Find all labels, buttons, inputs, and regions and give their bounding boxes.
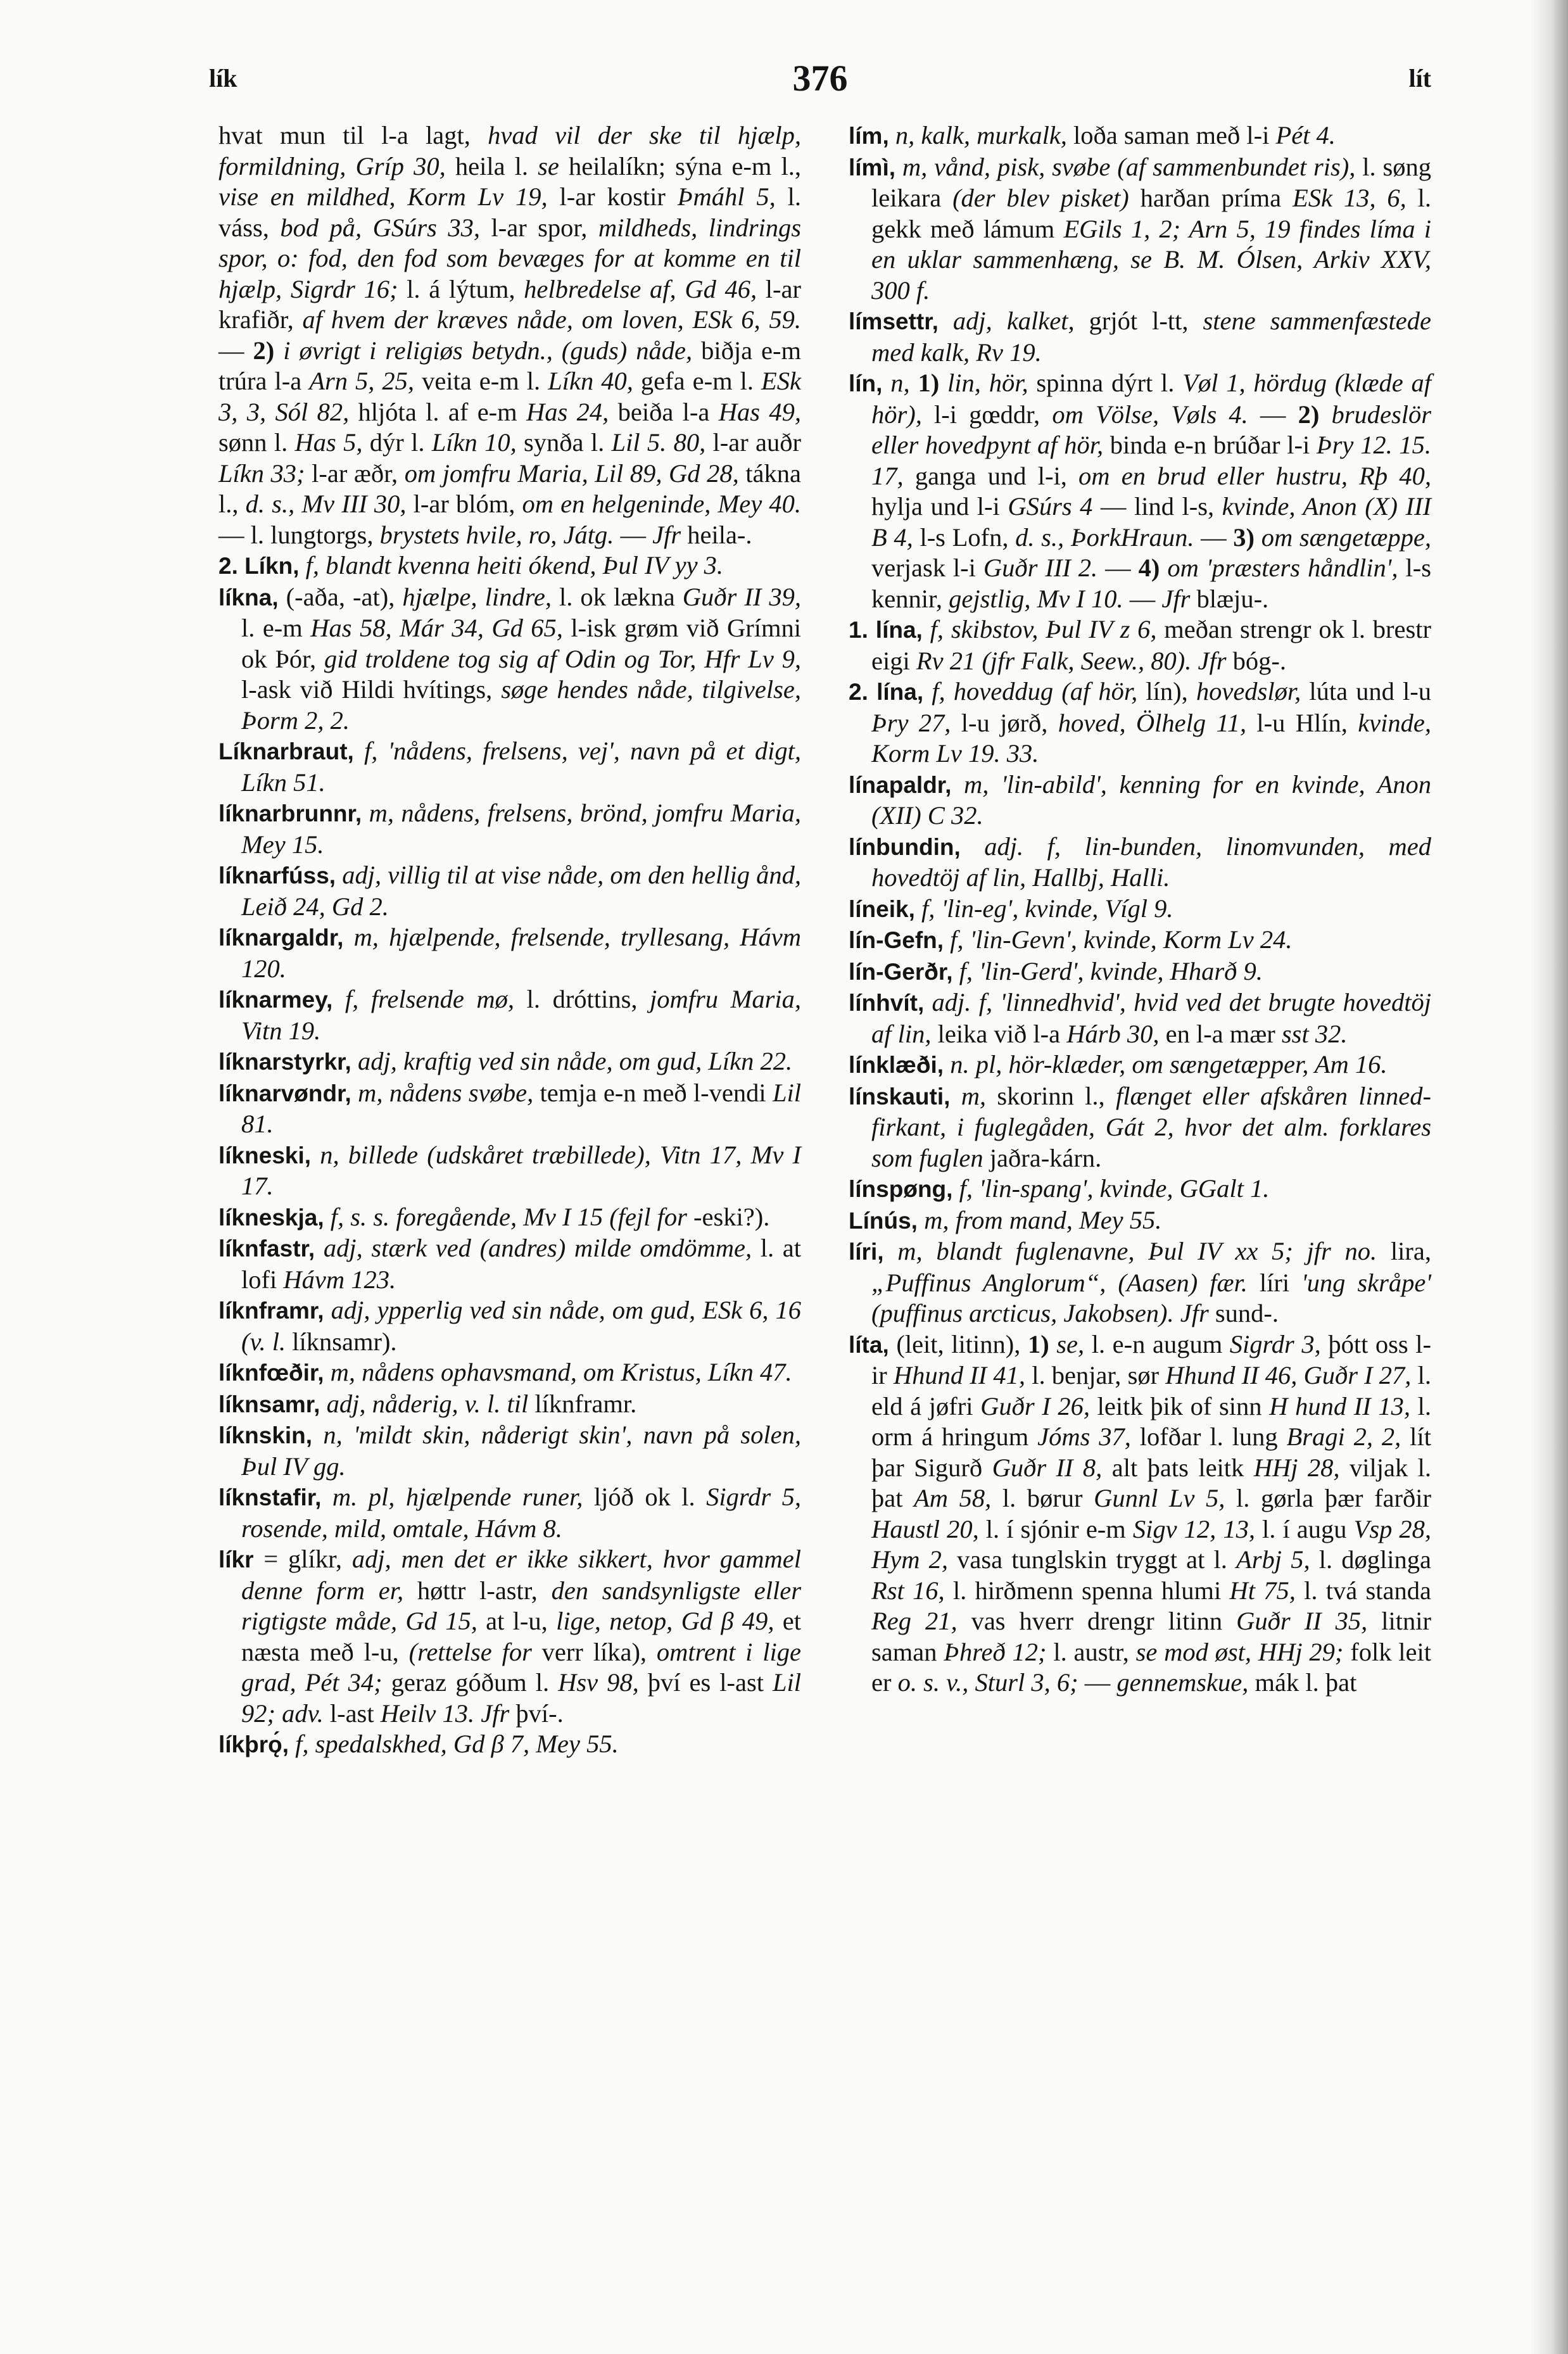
entry-body: m. pl, hjælpende runer, ljóð ok l. Sigrdr 5, rosende, mild, omtale, Hávm 8. bbox=[241, 1483, 801, 1543]
dictionary-entry bbox=[218, 736, 801, 798]
entry-body: n, 'mildt skin, nåderigt skin', navn på solen, Þul IV gg. bbox=[241, 1421, 802, 1481]
entry-body: = glíkr, adj, men det er ikke sikkert, hvor gammel denne form er, høttr l-astr, den sandsynligste eller rigtigste måde, Gd 15, at l-u, lige, netop, Gd β 49, et næsta með l-u, (rettelse for verr líka), omtrent i lige grad, Pét 34; geraz góðum l. Hsv 98, því es l-ast Lil 92; adv. l-ast Heilv 13. Jfr því-. bbox=[241, 1545, 801, 1728]
entry-headword: lín-Gefn, bbox=[849, 927, 944, 953]
dictionary-entry bbox=[218, 1078, 801, 1140]
continued-entry bbox=[218, 120, 801, 550]
dictionary-entry bbox=[218, 860, 801, 922]
entry-headword: línklæði, bbox=[849, 1052, 944, 1078]
running-head bbox=[209, 57, 1431, 114]
entry-body: adj, kraftig ved sin nåde, om gud, Líkn 22. bbox=[357, 1047, 793, 1075]
entry-headword: líri, bbox=[849, 1239, 884, 1265]
entry-body: m, hjælpende, frelsende, tryllesang, Hávm 120. bbox=[241, 923, 801, 983]
entry-body: n, 1) lin, hör, spinna dýrt l. Vøl 1, hördug (klæde af hör), l-i gœddr, om Völse, Vøls 4. — 2) brudeslör eller hovedpynt af hör, binda e-n brúðar l-i Þry 12. 15. 17, ganga und l-i, om en brud eller hustru, Rþ 40, hylja und l-i GSúrs 4 — lind l-s, kvinde, Anon (X) III B 4, l-s Lofn, d. s., ÞorkHraun. — 3) om sængetæppe, verjask l-i Guðr III 2. — 4) om 'præsters håndlin', l-s kennir, gejstlig, Mv I 10. — Jfr blæju-. bbox=[871, 369, 1432, 613]
entry-headword: líknframr, bbox=[218, 1298, 324, 1324]
entry-headword: 2. lína, bbox=[849, 679, 924, 705]
header-guide-word-left: lík bbox=[209, 64, 237, 92]
dictionary-entry bbox=[849, 676, 1431, 769]
entry-body: adj, villig til at vise nåde, om den hellig ånd, Leið 24, Gd 2. bbox=[241, 861, 801, 921]
entry-body: m, from mand, Mey 55. bbox=[924, 1205, 1162, 1234]
entry-headword: líkr bbox=[218, 1547, 254, 1572]
entry-headword: líknfastr, bbox=[218, 1236, 315, 1262]
dictionary-entry bbox=[218, 1140, 801, 1202]
dictionary-entry bbox=[849, 987, 1431, 1049]
dictionary-entry bbox=[849, 769, 1431, 832]
entry-body: adj. f, lin-bunden, linomvunden, med hovedtöj af lin, Hallbj, Halli. bbox=[871, 832, 1432, 892]
entry-body: n. pl, hör-klæder, om sængetæpper, Am 16. bbox=[950, 1050, 1388, 1079]
dictionary-entry bbox=[218, 922, 801, 984]
dictionary-entry bbox=[218, 550, 801, 582]
dictionary-entry bbox=[849, 1049, 1431, 1081]
entry-body: f, 'lin-spang', kvinde, GGalt 1. bbox=[959, 1174, 1270, 1203]
dictionary-entry bbox=[218, 1482, 801, 1544]
entry-body: n, billede (udskåret træbillede), Vitn 17, Mv I 17. bbox=[241, 1140, 802, 1200]
dictionary-entry bbox=[218, 1544, 801, 1729]
entry-headword: líknskin, bbox=[218, 1422, 313, 1448]
entry-body: adj, stærk ved (andres) milde omdömme, l. at lofi Hávm 123. bbox=[241, 1234, 801, 1294]
dictionary-entry bbox=[218, 798, 801, 860]
dictionary-entry bbox=[849, 368, 1431, 614]
entry-body: adj. f, 'linnedhvid', hvid ved det brugte hovedtöj af lin, leika við l-a Hárb 30, en l-a mær sst 32. bbox=[871, 988, 1431, 1048]
entry-body: f, 'nådens, frelsens, vej', navn på et digt, Líkn 51. bbox=[241, 737, 801, 797]
dictionary-entry bbox=[218, 1357, 801, 1389]
dictionary-entry bbox=[849, 1205, 1431, 1237]
dictionary-entry bbox=[218, 1420, 801, 1482]
dictionary-entry bbox=[218, 1046, 801, 1078]
page-number: 376 bbox=[792, 58, 848, 99]
entry-headword: Líknarbraut, bbox=[218, 738, 354, 764]
entry-body: (-aða, -at), hjælpe, lindre, l. ok lækna Guðr II 39, l. e-m Has 58, Már 34, Gd 65, l-isk grøm við Grímni ok Þór, gid troldene tog sig af Odin og Tor, Hfr Lv 9, l-ask við Hildi hvítings, søge hendes nåde, tilgivelse, Þorm 2, 2. bbox=[241, 582, 802, 735]
dictionary-entry bbox=[849, 614, 1431, 676]
entry-headword: líknarmey, bbox=[218, 987, 333, 1013]
page-edge-shadow bbox=[1530, 0, 1568, 2354]
entry-body: f, frelsende mø, l. dróttins, jomfru Maria, Vitn 19. bbox=[241, 985, 802, 1045]
entry-body: m, nådens svøbe, temja e-n með l-vendi Lil 81. bbox=[241, 1078, 802, 1138]
header-guide-word-right: lít bbox=[1408, 64, 1431, 92]
entry-headword: líknstafir, bbox=[218, 1484, 322, 1510]
entry-body: m, skorinn l., flænget eller afskåren linned-firkant, i fuglegåden, Gát 2, hvor det alm. forklares som fuglen jaðra-kárn. bbox=[871, 1081, 1431, 1172]
entry-headword: líneik, bbox=[849, 895, 915, 922]
entry-headword: línspøng, bbox=[849, 1176, 953, 1202]
entry-body: f, blandt kvenna heiti ókend, Þul IV yy 3. bbox=[305, 551, 724, 579]
dictionary-entry bbox=[849, 894, 1431, 925]
entry-body: f, spedalskhed, Gd β 7, Mey 55. bbox=[295, 1730, 619, 1758]
entry-headword: líknarbrunnr, bbox=[218, 800, 362, 826]
entry-body: adj, nåderig, v. l. til líknframr. bbox=[326, 1389, 637, 1418]
entry-headword: líkþrǫ́, bbox=[218, 1731, 289, 1757]
entry-headword: 2. Líkn, bbox=[218, 553, 300, 579]
entry-headword: líknarstyrkr, bbox=[218, 1049, 351, 1075]
dictionary-entry bbox=[849, 152, 1431, 307]
entry-headword: 1. lína, bbox=[849, 617, 923, 643]
entry-headword: línskauti, bbox=[849, 1083, 951, 1110]
entry-body: (leit, litinn), 1) se, l. e-n augum Sigrdr 3, þótt oss l-ir Hhund II 41, l. benjar, sør Hhund II 46, Guðr I 27, l. eld á jøfri Guðr I 26, leitk þik of sinn H hund II 13, l. orm á hringum Jóms 37, lofðar l. lung Bragi 2, 2, lít þar Sigurð Guðr II 8, alt þats leitk HHj 28, viljak l. þat Am 58, l. børur Gunnl Lv 5, l. gørla þær farðir Haustl 20, l. í sjónir e-m Sigv 12, 13, l. í augu Vsp 28, Hym 2, vasa tunglskin tryggt at l. Arbj 5, l. døglinga Rst 16, l. hirðmenn spenna hlumi Ht 75, l. tvá standa Reg 21, vas hverr drengr litinn Guðr II 35, litnir saman Þhreð 12; l. austr, se mod øst, HHj 29; folk leit er o. s. v., Sturl 3, 6; — gennemskue, mák l. þat bbox=[871, 1329, 1432, 1697]
entry-body: m, nådens ophavsmand, om Kristus, Líkn 47. bbox=[330, 1358, 792, 1386]
entry-headword: líknfœðir, bbox=[218, 1360, 324, 1386]
entry-headword: lín-Gerðr, bbox=[849, 958, 953, 985]
entry-headword: líkneskja, bbox=[218, 1204, 324, 1231]
entry-body: m, nådens, frelsens, brönd, jomfru Maria, Mey 15. bbox=[241, 799, 801, 859]
entry-body: f, 'lin-eg', kvinde, Vígl 9. bbox=[921, 894, 1173, 923]
entry-body: m, blandt fuglenavne, Þul IV xx 5; jfr no. lira, „Puffinus Anglorum“, (Aasen) fær. líri 'ung skråpe' (puffinus arcticus, Jakobsen). Jfr sund-. bbox=[871, 1237, 1432, 1327]
left-column bbox=[218, 120, 801, 1761]
entry-body: m, vånd, pisk, svøbe (af sammenbundet ris), l. søng leikara (der blev pisket) harðan príma ESk 13, 6, l. gekk með lámum EGils 1, 2; Arn 5, 19 findes líma i en uklar sammenhæng, se B. M. Ólsen, Arkiv XXV, 300 f. bbox=[871, 152, 1432, 305]
entry-body: f, skibstov, Þul IV z 6, meðan strengr ok l. brestr eigi Rv 21 (jfr Falk, Seew., 80). Jfr bóg-. bbox=[871, 615, 1432, 675]
entry-headword: línapaldr, bbox=[849, 771, 952, 798]
entry-headword: línhvít, bbox=[849, 990, 925, 1016]
dictionary-entry bbox=[849, 306, 1431, 368]
entry-body: m, 'lin-abild', kenning for en kvinde, Anon (XII) C 32. bbox=[871, 769, 1432, 830]
dictionary-entry bbox=[849, 1329, 1431, 1699]
entry-body: f, 'lin-Gevn', kvinde, Korm Lv 24. bbox=[950, 925, 1293, 954]
entry-headword: líknsamr, bbox=[218, 1391, 320, 1417]
entry-headword: lím, bbox=[849, 123, 889, 149]
dictionary-entry bbox=[849, 832, 1431, 894]
dictionary-entry bbox=[849, 956, 1431, 988]
entry-headword: líknarvøndr, bbox=[218, 1080, 351, 1106]
entry-headword: límì, bbox=[849, 154, 896, 180]
right-column bbox=[849, 120, 1431, 1699]
entry-headword: líta, bbox=[849, 1331, 889, 1358]
dictionary-entry bbox=[849, 925, 1431, 956]
dictionary-entry bbox=[849, 1236, 1431, 1329]
dictionary-entry bbox=[849, 1174, 1431, 1205]
entry-headword: líknargaldr, bbox=[218, 925, 344, 951]
dictionary-entry bbox=[218, 1389, 801, 1421]
dictionary-entry bbox=[218, 984, 801, 1046]
entry-headword: límsettr, bbox=[849, 308, 939, 334]
entry-body: n, kalk, murkalk, loða saman með l-i Pét 4. bbox=[895, 121, 1336, 149]
dictionary-entry bbox=[218, 1729, 801, 1761]
entry-headword: lín, bbox=[849, 370, 883, 396]
entry-headword: líkna, bbox=[218, 584, 279, 611]
entry-body: adj, kalket, grjót l-tt, stene sammenfæstede med kalk, Rv 19. bbox=[871, 307, 1431, 367]
entry-headword: línbundin, bbox=[849, 833, 961, 860]
dictionary-entry bbox=[218, 1202, 801, 1234]
dictionary-entry bbox=[218, 1295, 801, 1357]
entry-headword: líknarfúss, bbox=[218, 863, 336, 889]
dictionary-entry bbox=[849, 120, 1431, 152]
dictionary-entry bbox=[218, 1233, 801, 1295]
entry-body: adj, ypperlig ved sin nåde, om gud, ESk 6, 16 (v. l. líknsamr). bbox=[241, 1296, 802, 1356]
entry-body: f, s. s. foregående, Mv I 15 (fejl for -eski?). bbox=[330, 1202, 770, 1231]
entry-body: f, hoveddug (af hör, lín), hovedslør, lúta und l-u Þry 27, l-u jørð, hoved, Ölhelg 11, l-u Hlín, kvinde, Korm Lv 19. 33. bbox=[871, 677, 1432, 768]
dictionary-entry bbox=[218, 582, 801, 737]
dictionary-entry bbox=[849, 1081, 1431, 1174]
entry-headword: Línús, bbox=[849, 1207, 918, 1234]
entry-body: f, 'lin-Gerd', kvinde, Hharð 9. bbox=[959, 956, 1263, 985]
entry-headword: líkneski, bbox=[218, 1142, 312, 1168]
entry-body: hvat mun til l-a lagt, hvad vil der ske til hjælp, formildning, Gríp 30, heila l. se heilalíkn; sýna e-m l., vise en mildhed, Korm Lv 19, l-ar kostir Þmáhl 5, l. váss, bod på, GSúrs 33, l-ar spor, mildheds, lindrings spor, o: fod, den fod som bevæges for at komme en til hjælp, Sigrdr 16; l. á lýtum, helbredelse af, Gd 46, l-ar krafiðr, af hvem der kræves nåde, om loven, ESk 6, 59. — 2) i øvrigt i religiøs betydn., (guds) nåde, biðja e-m trúra l-a Arn 5, 25, veita e-m l. Líkn 40, gefa e-m l. ESk 3, 3, Sól 82, hljóta l. af e-m Has 24, beiða l-a Has 49, sønn l. Has 5, dýr l. Líkn 10, synða l. Lil 5. 80, l-ar auðr Líkn 33; l-ar æðr, om jomfru Maria, Lil 89, Gd 28, tákna l., d. s., Mv III 30, l-ar blóm, om en helgeninde, Mey 40. — l. lungtorgs, brystets hvile, ro, Játg. — Jfr heila-. bbox=[218, 121, 802, 549]
